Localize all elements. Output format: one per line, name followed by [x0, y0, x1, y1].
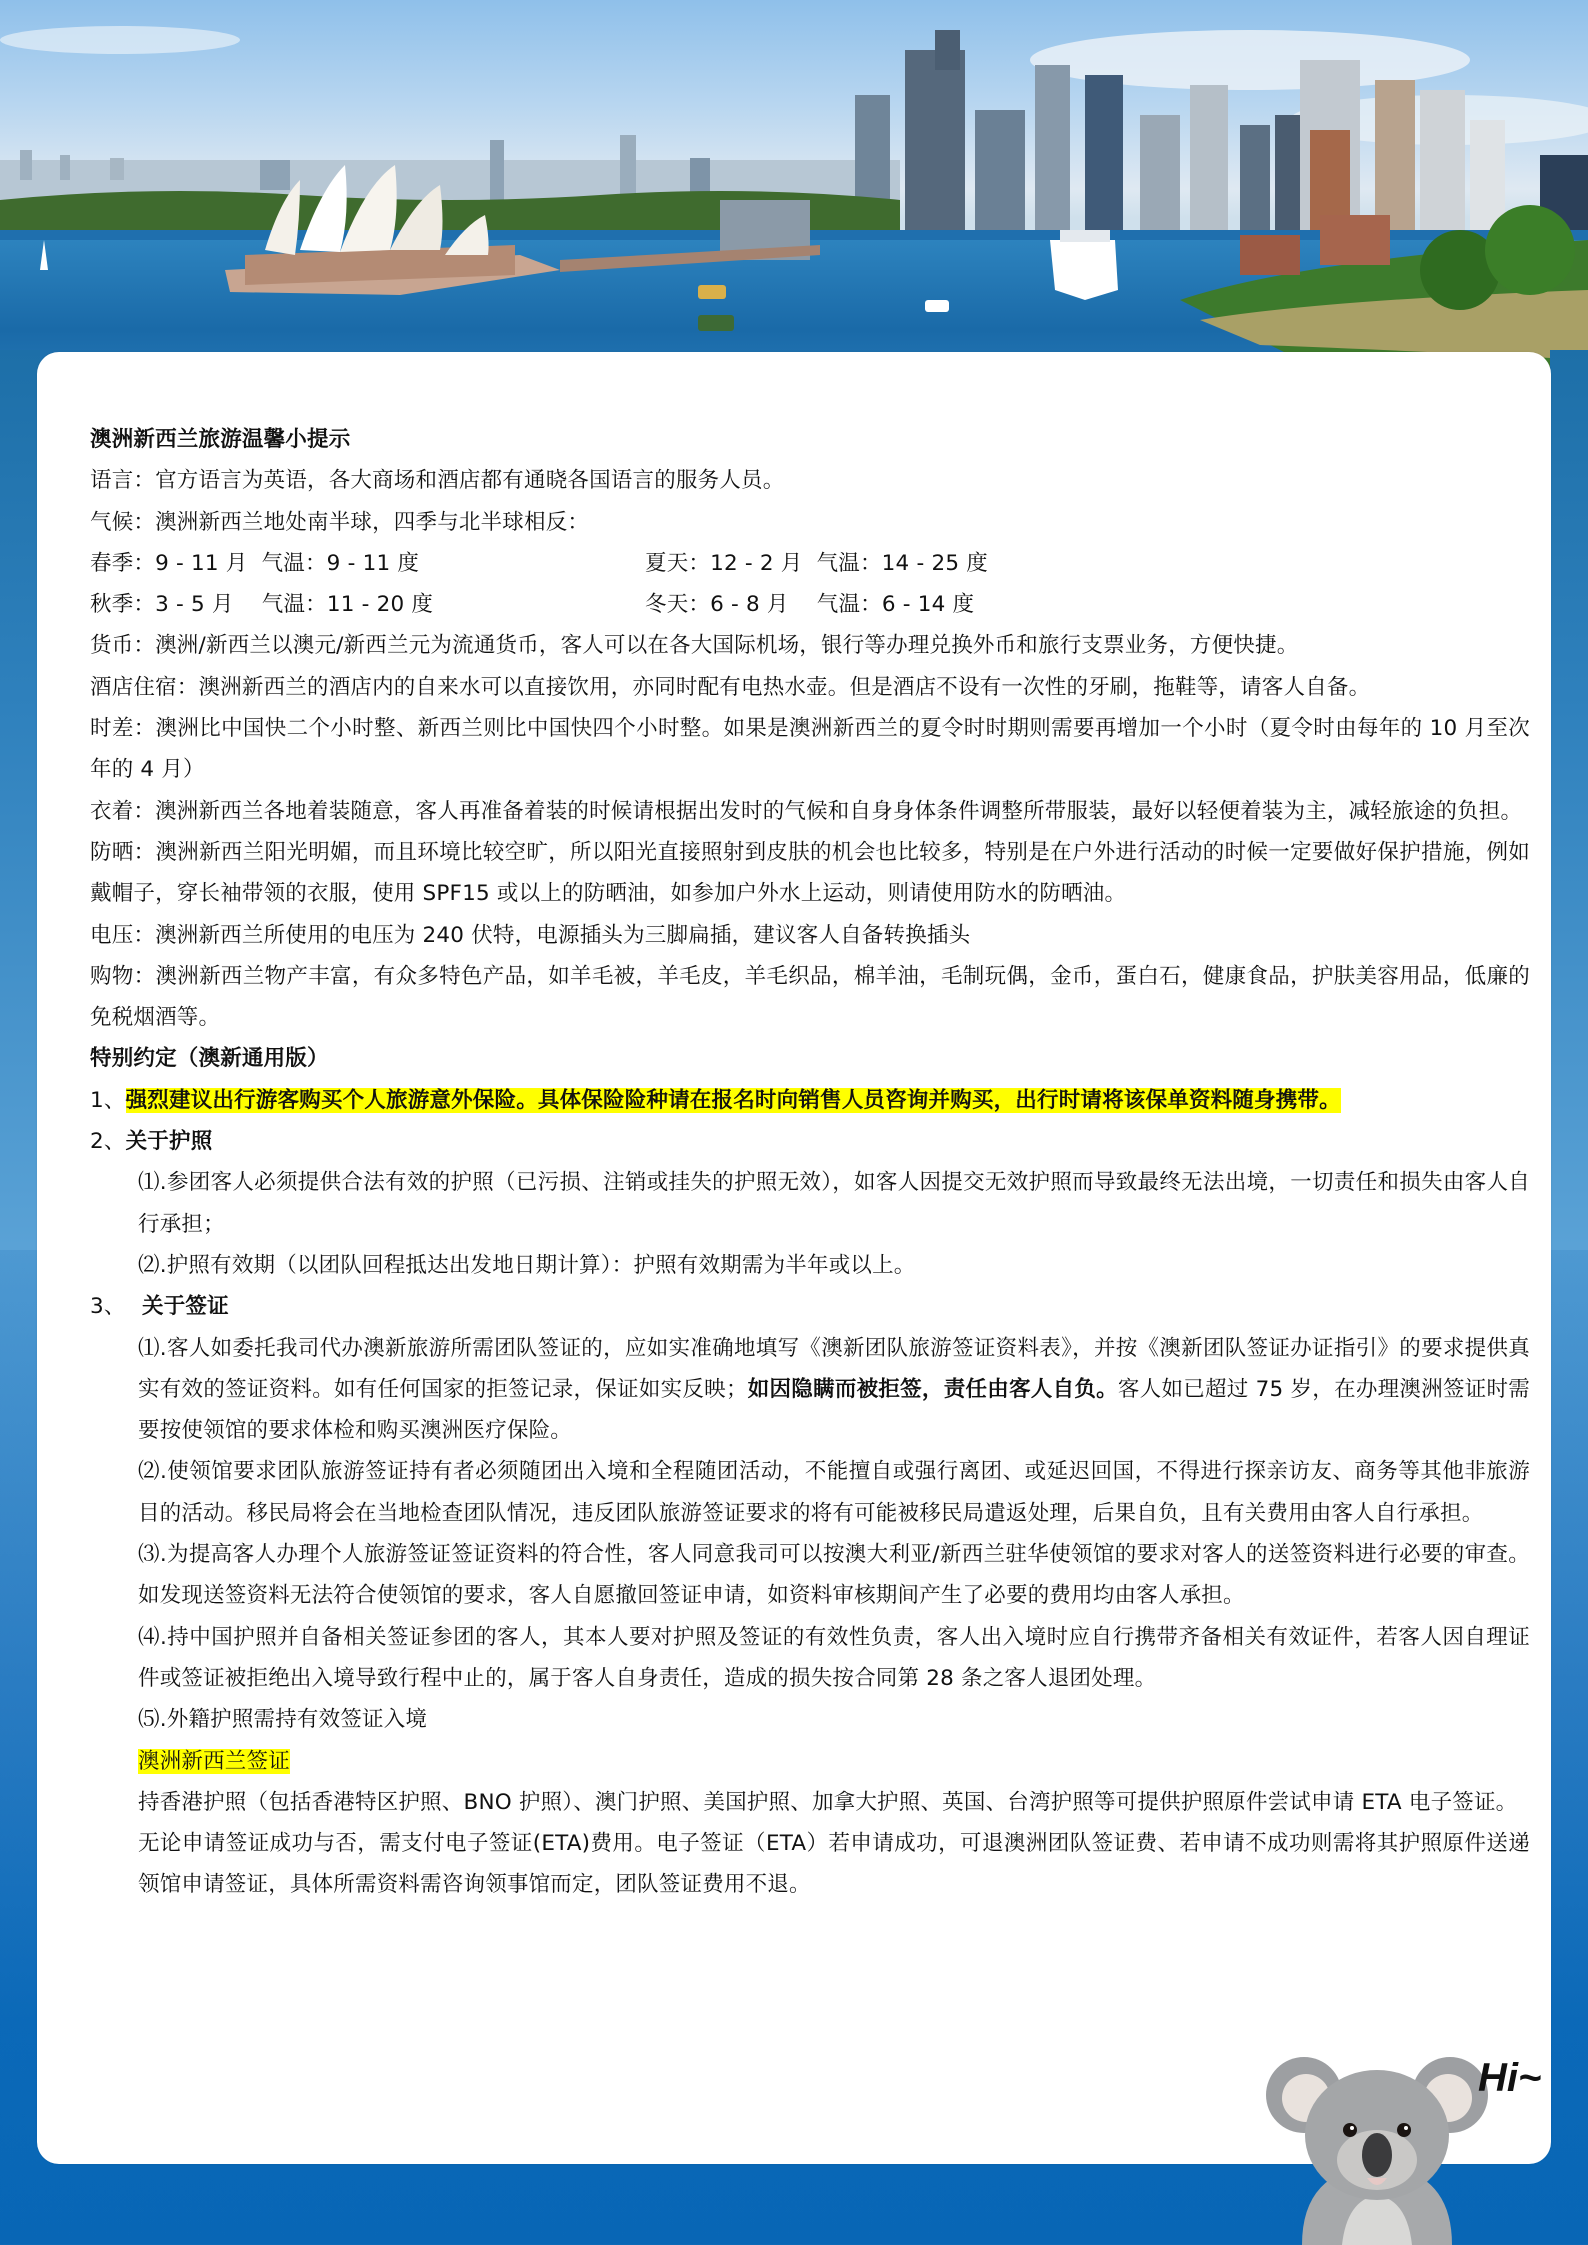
right-water-strip — [1550, 350, 1588, 1250]
koala-icon — [1262, 2050, 1492, 2245]
eta-paragraph-2: 无论申请签证成功与否，需支付电子签证(ETA)费用。电子签证（ETA）若申请成功，可退澳洲团队签证费、若申请不成功则需将其护照原件送递领馆申请签证，具体所需资料需咨询领事馆而定，团队签证费用不退。 — [138, 1831, 1530, 1898]
left-water-strip — [0, 350, 40, 1250]
tip-voltage: 电压：澳洲新西兰所使用的电压为 240 伏特，电源插头为三脚扁插，建议客人自备转换插头 — [90, 922, 971, 948]
visa-clause-1-bold: 如因隐瞒而被拒签，责任由客人自负。 — [747, 1376, 1118, 1402]
special-item-1 — [90, 1080, 1530, 1121]
visa-clause-1 — [90, 1328, 1530, 1452]
au-nz-visa-heading-row — [90, 1741, 1530, 1782]
tip-hotel: 酒店住宿：澳洲新西兰的酒店内的自来水可以直接饮用，亦同时配有电热水壶。但是酒店不设有一次性的牙刷，拖鞋等，请客人自备。 — [90, 674, 1371, 700]
insurance-highlight: 强烈建议出行游客购买个人旅游意外保险。具体保险险种请在报名时向销售人员咨询并购买，出行时请将该保单资料随身携带。 — [125, 1087, 1341, 1113]
visa-clause-2: ⑵.使领馆要求团队旅游签证持有者必须随团出入境和全程随团活动，不能擅自或强行离团、或延迟回国，不得进行探亲访友、商务等其他非旅游目的活动。移民局将会在当地检查团队情况，违反团队旅游签证要求的将有可能被移民局遣返处理，后果自负，且有关费用由客人自行承担。 — [138, 1459, 1530, 1526]
mascot-greeting: Hi~ — [1478, 2056, 1542, 2100]
eta-paragraph-1: 持香港护照（包括香港特区护照、BNO 护照）、澳门护照、美国护照、加拿大护照、英国、台湾护照等可提供护照原件尝试申请 ETA 电子签证。 — [138, 1789, 1518, 1815]
passport-heading: 关于护照 — [125, 1129, 213, 1155]
special-item-3 — [90, 1286, 1530, 1327]
au-nz-visa-heading: 澳洲新西兰签证 — [138, 1748, 290, 1774]
season-spring: 春季：9 - 11 月 气温：9 - 11 度 — [90, 550, 420, 576]
passport-clause-1: ⑴.参团客人必须提供合法有效的护照（已污损、注销或挂失的护照无效），如客人因提交无效护照而导致最终无法出境，一切责任和损失由客人自行承担； — [138, 1170, 1530, 1237]
season-autumn: 秋季：3 - 5 月 气温：11 - 20 度 — [90, 592, 434, 618]
visa-heading: 关于签证 — [142, 1294, 229, 1320]
item-number: 3、 — [90, 1294, 126, 1320]
tip-sun-protection: 防晒：澳洲新西兰阳光明媚，而且环境比较空旷，所以阳光直接照射到皮肤的机会也比较多，特别是在户外进行活动的时候一定要做好保护措施，例如戴帽子，穿长袖带领的衣服，使用 SPF15 或以上的防晒油，如参加户外水上运动，则请使用防水的防晒油。 — [90, 839, 1530, 907]
special-terms-heading: 特别约定（澳新通用版） — [90, 1046, 329, 1072]
visa-clause-3: ⑶.为提高客人办理个人旅游签证签证资料的符合性，客人同意我司可以按澳大利亚/新西兰驻华使领馆的要求对客人的送签资料进行必要的审查。如发现送签资料无法符合使领馆的要求，客人自愿撤回签证申请，如资料审核期间产生了必要的费用均由客人承担。 — [138, 1542, 1530, 1609]
tips-document — [90, 419, 1530, 1906]
document-title: 澳洲新西兰旅游温馨小提示 — [90, 427, 351, 452]
item-number: 1、 — [90, 1087, 126, 1113]
visa-clause-1-text: ⑴.客人如委托我司代办澳新旅游所需团队签证的，应如实准确地填写《澳新团队旅游签证资料表》，并按《澳新团队签证办证指引》的要求提供真实有效的签证资料。如有任何国家的拒签记录，保证如实反映； — [138, 1335, 1530, 1402]
tip-currency: 货币：澳洲/新西兰以澳元/新西兰元为流通货币，客人可以在各大国际机场，银行等办理兑换外币和旅行支票业务，方便快捷。 — [90, 633, 1299, 659]
tip-shopping: 购物：澳洲新西兰物产丰富，有众多特色产品，如羊毛被，羊毛皮，羊毛织品，棉羊油，毛制玩偶，金币，蛋白石，健康食品，护肤美容用品，低廉的免税烟酒等。 — [90, 963, 1530, 1031]
tip-language: 语言：官方语言为英语，各大商场和酒店都有通晓各国语言的服务人员。 — [90, 468, 785, 494]
visa-clause-1-text-end: 客人如已超过 75 岁，在办理澳洲签证时需要按使领馆的要求体检和购买澳洲医疗保险。 — [138, 1376, 1530, 1444]
season-row-2 — [90, 584, 1530, 625]
tip-clothing: 衣着：澳洲新西兰各地着装随意，客人再准备着装的时候请根据出发时的气候和自身身体条件调整所带服装，最好以轻便着装为主，减轻旅途的负担。 — [90, 798, 1523, 824]
visa-clause-5: ⑸.外籍护照需持有效签证入境 — [138, 1707, 428, 1733]
tip-time-difference: 时差：澳洲比中国快二个小时整、新西兰则比中国快四个小时整。如果是澳洲新西兰的夏令时时期则需要再增加一个小时（夏令时由每年的 10 月至次年的 4 月） — [90, 716, 1530, 783]
season-winter: 冬天：6 - 8 月 气温：6 - 14 度 — [645, 592, 975, 618]
special-item-2 — [90, 1121, 1530, 1162]
visa-clause-4: ⑷.持中国护照并自备相关签证参团的客人，其本人要对护照及签证的有效性负责，客人出入境时应自行携带齐备相关有效证件，若客人因自理证件或签证被拒绝出入境导致行程中止的，属于客人自身责任，造成的损失按合同第 28 条之客人退团处理。 — [138, 1624, 1530, 1691]
item-number: 2、 — [90, 1129, 126, 1155]
tip-climate: 气候：澳洲新西兰地处南半球，四季与北半球相反： — [90, 509, 590, 535]
season-row-1 — [90, 543, 1530, 584]
season-summer: 夏天：12 - 2 月 气温：14 - 25 度 — [645, 550, 988, 576]
passport-clause-2: ⑵.护照有效期（以团队回程抵达出发地日期计算）：护照有效期需为半年或以上。 — [138, 1252, 916, 1278]
